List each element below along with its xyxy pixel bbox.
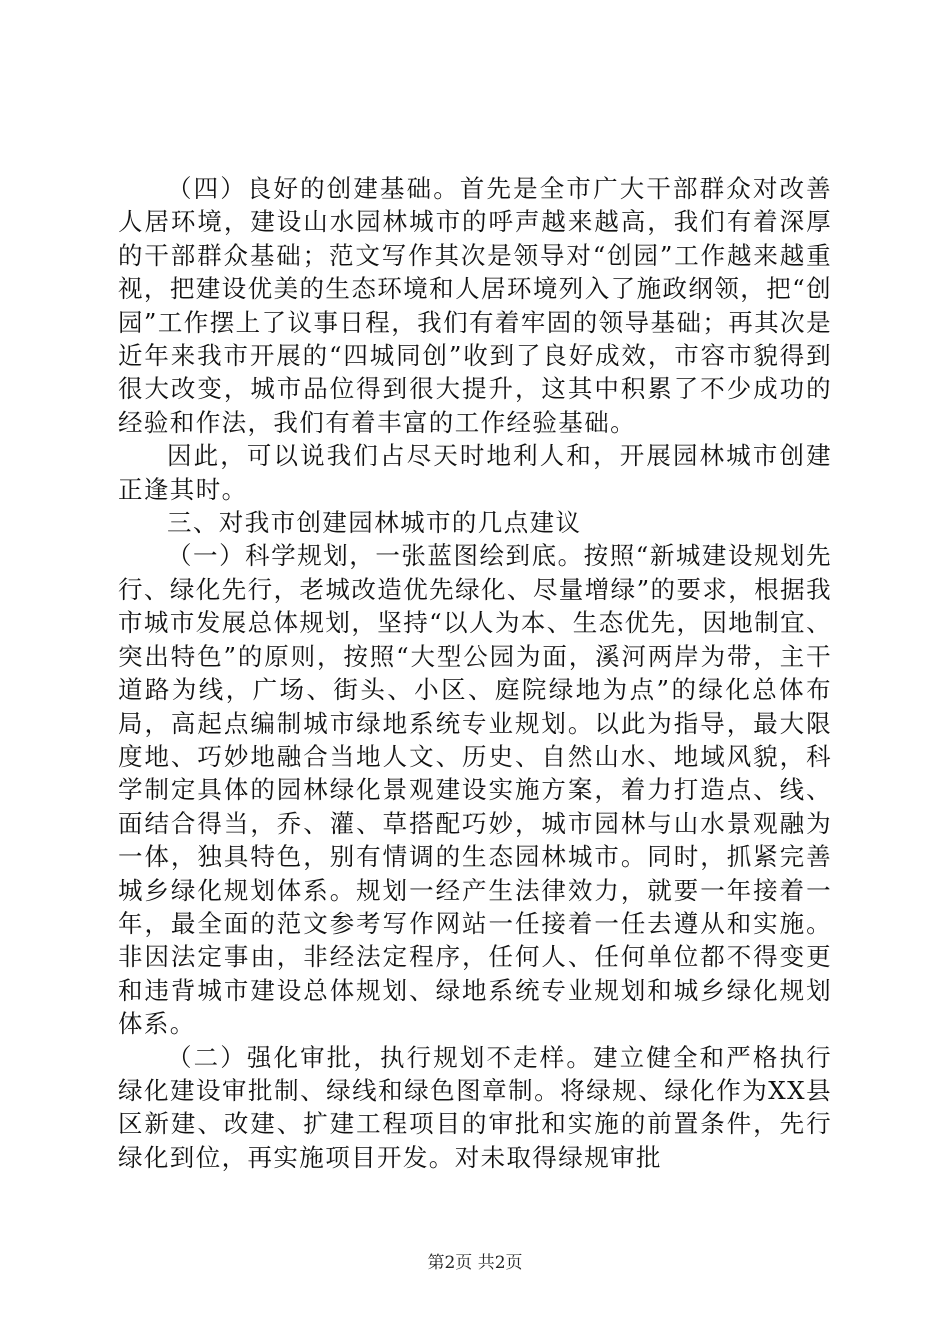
paragraph-foundation: （四）良好的创建基础。首先是全市广大干部群众对改善人居环境，建设山水园林城市的呼声越来越高，我们有着深厚的干部群众基础；范文写作其次是领导对“创园”工作越来越重视，把建设优美的生态环境和人居环境列入了施政纲领，把“创园”工作摆上了议事日程，我们有着牢固的领导基础；再其次是近年来我市开展的“四城同创”收到了良好成效，市容市貌得到很大改变，城市品位得到很大提升，这其中积累了不少成功的经验和作法，我们有着丰富的工作经验基础。 bbox=[118, 174, 832, 437]
paragraph-scientific-planning: （一）科学规划，一张蓝图绘到底。按照“新城建设规划先行、绿化先行，老城改造优先绿化、尽量增绿”的要求，根据我市城市发展总体规划，坚持“以人为本、生态优先，因地制宜、突出特色”的原则，按照“大型公园为面，溪河两岸为带，主干道路为线，广场、街头、小区、庭院绿地为点”的绿化总体布局，高起点编制城市绿地系统专业规划。以此为指导，最大限度地、巧妙地融合当地人文、历史、自然山水、地域风貌，科学制定具体的园林绿化景观建设实施方案，着力打造点、线、面结合得当，乔、灌、草搭配巧妙，城市园林与山水景观融为一体，独具特色，别有情调的生态园林城市。同时，抓紧完善城乡绿化规划体系。规划一经产生法律效力，就要一年接着一年，最全面的范文参考写作网站一任接着一任去遵从和实施。非因法定事由，非经法定程序，任何人、任何单位都不得变更和违背城市建设总体规划、绿地系统专业规划和城乡绿化规划体系。 bbox=[118, 541, 832, 1039]
document-body bbox=[118, 172, 832, 1174]
page-number-footer: 第2页 共2页 bbox=[427, 1253, 523, 1273]
section-heading-suggestions: 三、对我市创建园林城市的几点建议 bbox=[167, 508, 582, 538]
paragraph-approval: （二）强化审批，执行规划不走样。建立健全和严格执行绿化建设审批制、绿线和绿色图章制。将绿规、绿化作为XX县区新建、改建、扩建工程项目的审批和实施的前置条件，先行绿化到位，再实施项目开发。对未取得绿规审批 bbox=[118, 1042, 832, 1172]
paragraph-conclusion: 因此，可以说我们占尽天时地利人和，开展园林城市创建正逢其时。 bbox=[118, 441, 832, 504]
